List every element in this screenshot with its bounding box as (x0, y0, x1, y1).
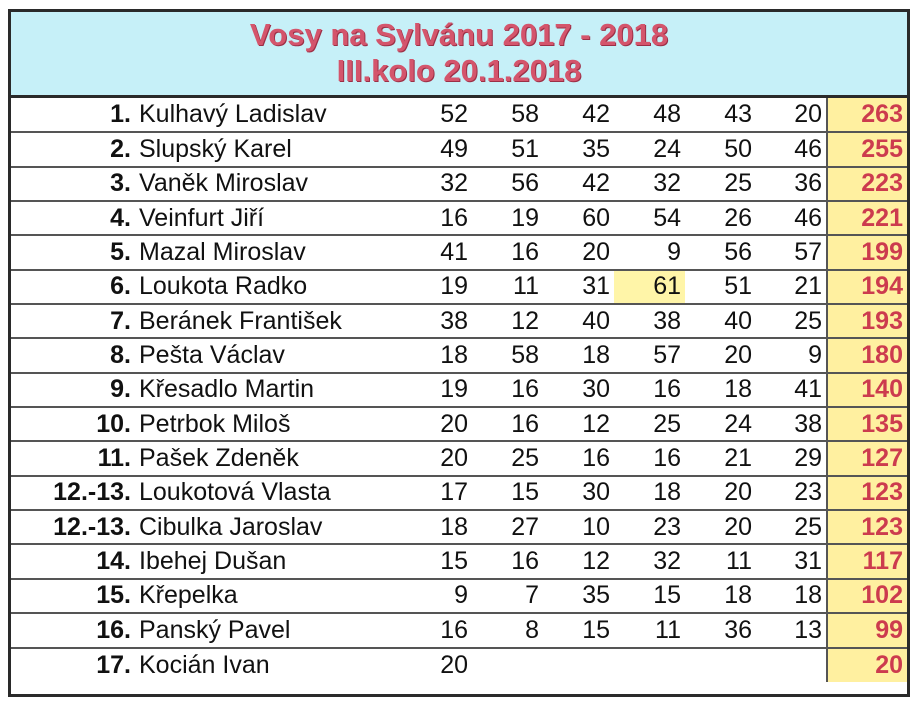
score-cell: 18 (401, 510, 472, 544)
score-cell: 11 (614, 613, 685, 647)
score-cell (685, 648, 756, 682)
score-cell: 50 (685, 132, 756, 166)
score-cell: 42 (543, 98, 614, 132)
score-cell: 18 (401, 338, 472, 372)
score-cell: 52 (401, 98, 472, 132)
total-cell: 199 (827, 235, 907, 269)
score-cell: 20 (756, 98, 827, 132)
player-name-cell: Loukota Radko (135, 270, 401, 304)
total-cell: 20 (827, 648, 907, 682)
score-cell: 15 (472, 476, 543, 510)
player-name-cell: Panský Pavel (135, 613, 401, 647)
score-cell: 24 (685, 407, 756, 441)
score-cell: 10 (543, 510, 614, 544)
score-cell: 20 (440, 650, 468, 679)
player-name-cell: Kocián Ivan (139, 650, 270, 679)
score-cell: 23 (756, 476, 827, 510)
table-row (11, 98, 907, 132)
total-cell: 99 (827, 613, 907, 647)
score-cell: 21 (756, 270, 827, 304)
score-cell: 11 (685, 544, 756, 578)
score-cell: 23 (614, 510, 685, 544)
total-cell: 263 (827, 98, 907, 132)
table-row (11, 476, 907, 510)
score-cell: 43 (685, 98, 756, 132)
page-title: Vosy na Sylvánu 2017 - 2018 (249, 17, 669, 52)
score-cell: 12 (543, 544, 614, 578)
player-name-cell: Kulhavý Ladislav (135, 98, 401, 132)
table-row (11, 338, 907, 372)
score-cell: 12 (472, 304, 543, 338)
score-cell: 20 (685, 338, 756, 372)
total-cell: 180 (827, 338, 907, 372)
score-cell: 12 (543, 407, 614, 441)
table-row (11, 613, 907, 647)
player-name-cell: Pešta Václav (135, 338, 401, 372)
total-cell: 127 (827, 441, 907, 475)
score-cell: 15 (543, 613, 614, 647)
score-cell: 16 (543, 441, 614, 475)
score-cell: 18 (756, 579, 827, 613)
score-cell: 38 (756, 407, 827, 441)
score-cell: 20 (685, 510, 756, 544)
rank-cell: 3. (11, 167, 135, 201)
table-row (11, 544, 907, 578)
score-cell: 15 (401, 544, 472, 578)
score-cell: 29 (756, 441, 827, 475)
table-row (11, 132, 907, 166)
rank-cell: 12.-13. (11, 476, 135, 510)
score-cell: 15 (614, 579, 685, 613)
total-cell: 123 (827, 510, 907, 544)
rank-cell: 11. (11, 441, 135, 475)
score-cell: 11 (472, 270, 543, 304)
rank-cell: 5. (11, 235, 135, 269)
score-cell: 48 (614, 98, 685, 132)
player-name-cell: Křesadlo Martin (135, 373, 401, 407)
player-name-cell: Křepelka (135, 579, 401, 613)
player-name-cell: Petrbok Miloš (135, 407, 401, 441)
score-cell: 36 (685, 613, 756, 647)
score-cell: 7 (472, 579, 543, 613)
rank-cell: 9. (11, 373, 135, 407)
results-table (11, 98, 907, 682)
total-cell: 193 (827, 304, 907, 338)
score-cell: 51 (685, 270, 756, 304)
rank-cell: 6. (11, 270, 135, 304)
rank-cell: 12.-13. (11, 510, 135, 544)
score-cell: 16 (472, 235, 543, 269)
score-cell (472, 648, 543, 682)
score-cell: 40 (685, 304, 756, 338)
score-cell: 32 (614, 544, 685, 578)
score-cell: 31 (756, 544, 827, 578)
total-cell: 255 (827, 132, 907, 166)
total-cell: 223 (827, 167, 907, 201)
total-cell: 221 (827, 201, 907, 235)
score-cell: 46 (756, 201, 827, 235)
score-cell: 38 (401, 304, 472, 338)
score-cell: 26 (685, 201, 756, 235)
rank-cell: 17. (96, 650, 131, 679)
table-row (11, 270, 907, 304)
score-cell: 9 (401, 579, 472, 613)
score-cell: 51 (472, 132, 543, 166)
player-name-cell: Slupský Karel (135, 132, 401, 166)
score-cell: 42 (543, 167, 614, 201)
score-cell: 16 (401, 613, 472, 647)
score-cell: 36 (756, 167, 827, 201)
player-name-cell: Ibehej Dušan (135, 544, 401, 578)
score-cell: 30 (543, 476, 614, 510)
score-cell (614, 648, 685, 682)
player-name-cell: Pašek Zdeněk (135, 441, 401, 475)
page-subtitle: III.kolo 20.1.2018 (336, 53, 582, 88)
rank-cell: 1. (11, 98, 135, 132)
score-cell: 16 (472, 373, 543, 407)
score-cell: 58 (472, 338, 543, 372)
header (11, 12, 907, 98)
total-cell: 102 (827, 579, 907, 613)
table-row (11, 579, 907, 613)
score-cell: 30 (543, 373, 614, 407)
table-row (11, 167, 907, 201)
score-cell: 16 (401, 201, 472, 235)
score-cell: 16 (614, 373, 685, 407)
table-row (11, 441, 907, 475)
total-cell: 117 (827, 544, 907, 578)
score-cell: 19 (472, 201, 543, 235)
total-cell: 194 (827, 270, 907, 304)
rank-cell: 10. (11, 407, 135, 441)
rank-cell: 2. (11, 132, 135, 166)
score-cell: 18 (543, 338, 614, 372)
score-cell: 20 (543, 235, 614, 269)
rank-cell: 15. (11, 579, 135, 613)
score-cell: 61 (614, 270, 685, 304)
total-cell: 140 (827, 373, 907, 407)
score-cell: 58 (472, 98, 543, 132)
total-cell: 135 (827, 407, 907, 441)
table-row (11, 648, 907, 682)
table-row (11, 235, 907, 269)
player-name-cell: Cibulka Jaroslav (135, 510, 401, 544)
score-cell: 35 (543, 579, 614, 613)
score-cell: 25 (472, 441, 543, 475)
score-cell: 21 (685, 441, 756, 475)
score-cell: 27 (472, 510, 543, 544)
score-cell (756, 648, 827, 682)
score-cell: 57 (756, 235, 827, 269)
table-row (11, 407, 907, 441)
score-cell: 16 (472, 544, 543, 578)
score-cell: 8 (472, 613, 543, 647)
table-row (11, 304, 907, 338)
score-cell: 20 (401, 441, 472, 475)
results-sheet (8, 9, 910, 697)
score-cell: 46 (756, 132, 827, 166)
player-name-cell: Vaněk Miroslav (135, 167, 401, 201)
score-cell: 57 (614, 338, 685, 372)
score-cell: 25 (756, 304, 827, 338)
rank-cell: 4. (11, 201, 135, 235)
table-row (11, 201, 907, 235)
table-row (11, 510, 907, 544)
rank-cell: 16. (11, 613, 135, 647)
score-cell: 25 (614, 407, 685, 441)
score-cell: 9 (614, 235, 685, 269)
score-cell: 18 (614, 476, 685, 510)
score-cell: 56 (472, 167, 543, 201)
score-cell: 17 (401, 476, 472, 510)
rank-cell: 7. (11, 304, 135, 338)
player-name-cell: Beránek František (135, 304, 401, 338)
total-cell: 123 (827, 476, 907, 510)
score-cell: 41 (756, 373, 827, 407)
score-cell: 41 (401, 235, 472, 269)
player-name-cell: Veinfurt Jiří (135, 201, 401, 235)
score-cell: 19 (401, 270, 472, 304)
score-cell: 60 (543, 201, 614, 235)
score-cell: 9 (756, 338, 827, 372)
score-cell: 31 (543, 270, 614, 304)
score-cell: 16 (472, 407, 543, 441)
score-cell: 19 (401, 373, 472, 407)
score-cell: 25 (685, 167, 756, 201)
score-cell: 24 (614, 132, 685, 166)
score-cell: 35 (543, 132, 614, 166)
player-name-cell: Loukotová Vlasta (135, 476, 401, 510)
rank-cell: 8. (11, 338, 135, 372)
score-cell: 32 (614, 167, 685, 201)
score-cell: 40 (543, 304, 614, 338)
score-cell: 18 (685, 579, 756, 613)
score-cell: 18 (685, 373, 756, 407)
score-cell (543, 648, 614, 682)
table-row (11, 373, 907, 407)
rank-cell: 14. (11, 544, 135, 578)
score-cell: 25 (756, 510, 827, 544)
score-cell: 16 (614, 441, 685, 475)
score-cell: 20 (685, 476, 756, 510)
score-cell: 32 (401, 167, 472, 201)
score-cell: 20 (401, 407, 472, 441)
score-cell: 56 (685, 235, 756, 269)
score-cell: 38 (614, 304, 685, 338)
score-cell: 13 (756, 613, 827, 647)
score-cell: 49 (401, 132, 472, 166)
player-name-cell: Mazal Miroslav (135, 235, 401, 269)
score-cell: 54 (614, 201, 685, 235)
